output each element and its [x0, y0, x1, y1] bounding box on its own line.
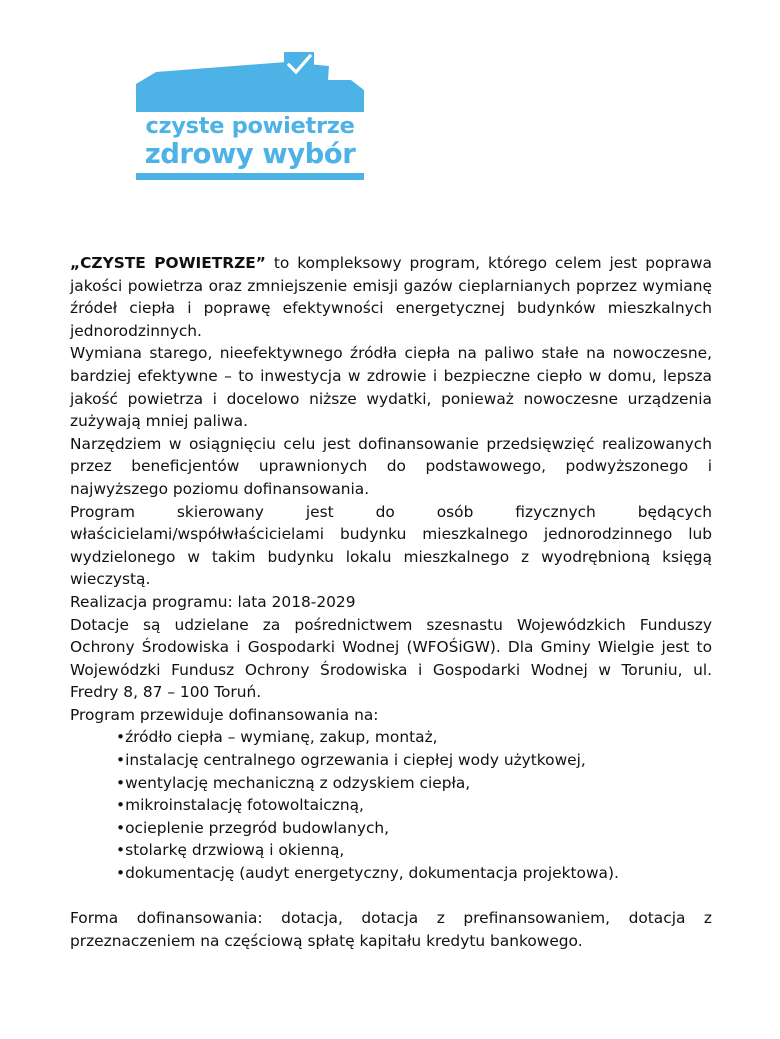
list-item: •mikroinstalację fotowoltaiczną,	[116, 796, 364, 815]
list-item: •wentylację mechaniczną z odzyskiem ciepła,	[116, 773, 471, 792]
intro-text: to kompleksowy program, którego celem jest poprawa jakości powietrza oraz zmniejszenie emisji gazów cieplarnianych poprzez wymianę źródeł ciepła i poprawę efektywności energetycznej budynków mieszkalnych jednorodzinnych.	[70, 254, 712, 340]
list-item: •źródło ciepła – wymianę, zakup, montaż,	[116, 728, 438, 747]
program-name: „CZYSTE POWIETRZE”	[70, 254, 266, 272]
replacement-paragraph: Wymiana starego, nieefektywnego źródła ciepła na paliwo stałe na nowoczesne, bardziej efektywne – to inwestycja w zdrowie i bezpieczne ciepło w domu, lepsza jakość powietrza i docelowo niższe wydatki, ponieważ nowoczesne urządzenia zużywają mniej paliwa.	[70, 344, 712, 431]
house-checkmark-icon	[136, 52, 364, 112]
funding-list	[70, 726, 712, 884]
program-logo	[136, 52, 364, 182]
target-paragraph: Program skierowany jest do osób fizycznych będących właścicielami/współwłaścicielami budynku mieszkalnego jednorodzinnego lub wydzielonego w takim budynku lokalu mieszkalnego z wyodrębnioną księgą wieczystą.	[70, 502, 712, 589]
logo-line-1: czyste powietrze	[145, 113, 355, 139]
list-item: •stolarkę drzwiową i okienną,	[116, 841, 345, 860]
spacer	[70, 885, 712, 908]
list-item: •instalację centralnego ogrzewania i ciepłej wody użytkowej,	[116, 751, 586, 770]
form-paragraph: Forma dofinansowania: dotacja, dotacja z prefinansowaniem, dotacja z przeznaczeniem na częściową spłatę kapitału kredytu bankowego.	[70, 909, 712, 950]
list-intro: Program przewiduje dofinansowania na:	[70, 705, 379, 724]
logo-underline-bar	[136, 173, 364, 180]
list-item: •dokumentację (audyt energetyczny, dokumentacja projektowa).	[116, 864, 619, 883]
list-item: •ocieplenie przegród budowlanych,	[116, 818, 390, 837]
logo-line-2: zdrowy wybór	[144, 138, 356, 170]
document-body	[70, 252, 712, 952]
period-line: Realizacja programu: lata 2018-2029	[70, 592, 356, 611]
intro-paragraph	[70, 252, 712, 342]
funds-paragraph: Dotacje są udzielane za pośrednictwem szesnastu Wojewódzkich Funduszy Ochrony Środowiska i Gospodarki Wodnej (WFOŚiGW). Dla Gminy Wielgie jest to Wojewódzki Fundusz Ochrony Środowiska i Gospodarki Wodnej w Toruniu, ul. Fredry 8, 87 – 100 Toruń.	[70, 615, 712, 702]
tool-paragraph: Narzędziem w osiągnięciu celu jest dofinansowanie przedsięwzięć realizowanych przez beneficjentów uprawnionych do podstawowego, podwyższonego i najwyższego poziomu dofinansowania.	[70, 434, 712, 498]
